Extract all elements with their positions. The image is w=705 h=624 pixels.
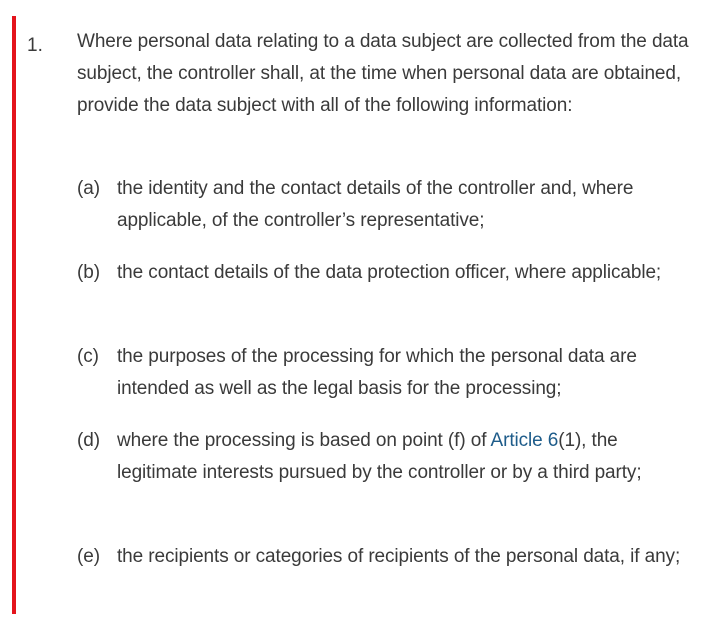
list-item-marker: (c) bbox=[77, 346, 99, 367]
list-item-text-before: where the processing is based on point (f) of bbox=[117, 430, 491, 451]
list-item-text bbox=[117, 425, 689, 489]
list-item-marker: (a) bbox=[77, 178, 100, 199]
list-item-text: the purposes of the processing for which the personal data are intended as well as the legal basis for the processing; bbox=[117, 346, 637, 399]
list-item-marker: (b) bbox=[77, 262, 100, 283]
article-6-link[interactable]: Article 6 bbox=[490, 430, 559, 451]
paragraph-text: Where personal data relating to a data subject are collected from the data subject, the controller shall, at the time when personal data are obtained, provide the data subject with all of the following information: bbox=[77, 31, 689, 116]
list-item-d bbox=[77, 425, 689, 489]
list-item-e bbox=[77, 541, 689, 573]
list-item-text: the contact details of the data protection officer, where applicable; bbox=[117, 262, 662, 283]
paragraph-number: 1. bbox=[27, 35, 43, 56]
list-item-c bbox=[77, 341, 689, 405]
list-item-text: the identity and the contact details of the controller and, where applicable, of the controller’s representative; bbox=[117, 178, 634, 231]
list-item-text: the recipients or categories of recipients of the personal data, if any; bbox=[117, 546, 681, 567]
list-item-b bbox=[77, 257, 689, 289]
paragraph-marker-bar bbox=[12, 16, 16, 614]
list-item-text-after: (1), the legitimate interests pursued by the controller or by a third party; bbox=[117, 430, 642, 483]
list-item-marker: (d) bbox=[77, 430, 100, 451]
list-item-marker: (e) bbox=[77, 546, 100, 567]
list-item-a bbox=[77, 173, 689, 237]
